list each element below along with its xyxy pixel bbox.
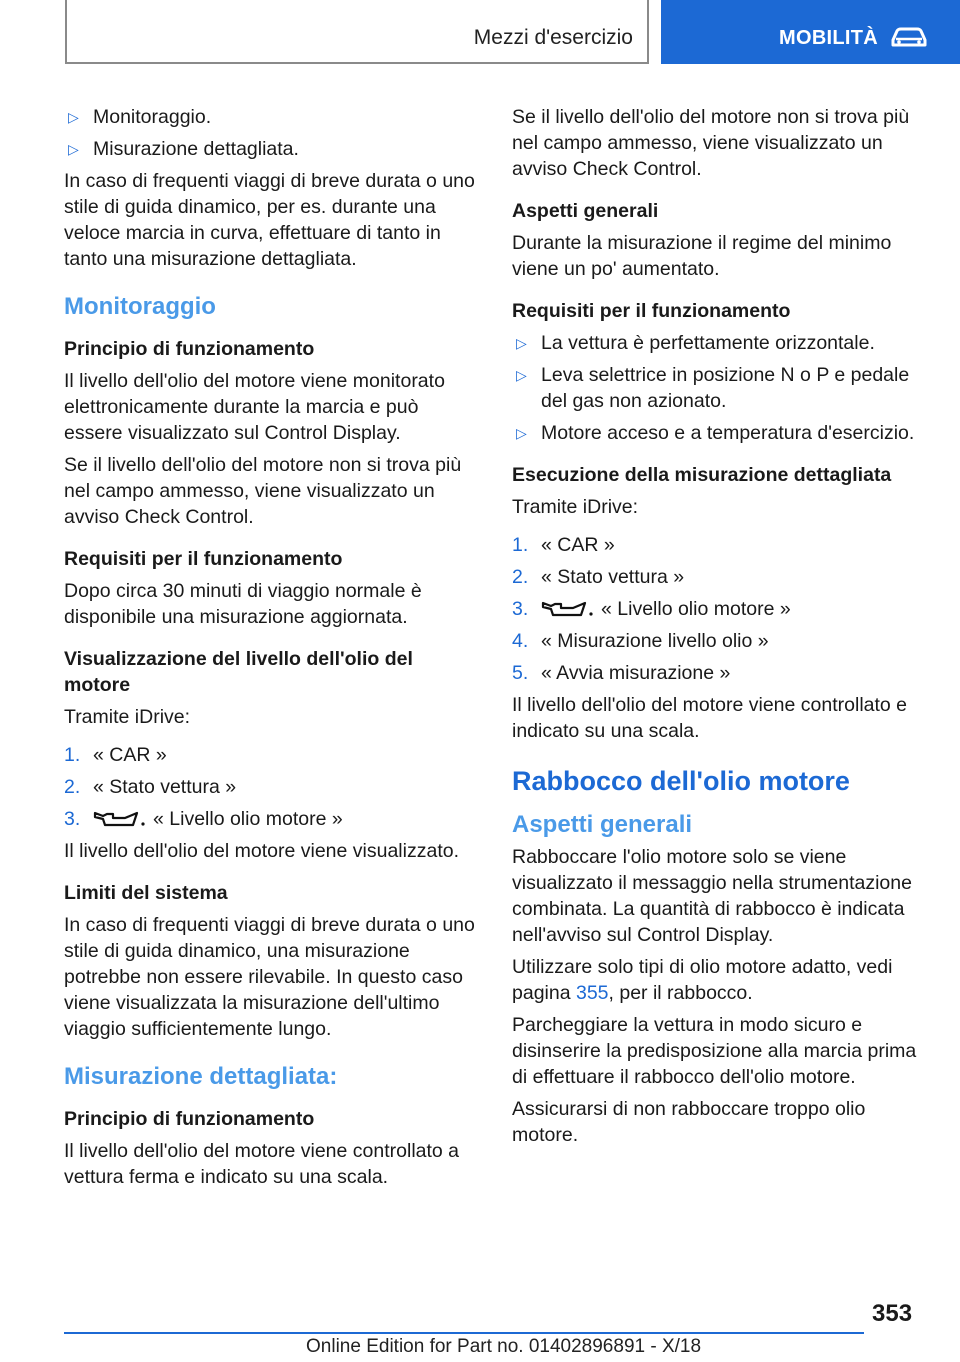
subsection-heading: Limiti del sistema: [64, 882, 228, 904]
section-heading: Misurazione dettagliata:: [64, 1063, 338, 1090]
oil-can-icon: [541, 599, 593, 619]
left-column: [64, 104, 482, 1196]
subsection-heading: Aspetti generali: [512, 200, 659, 222]
footer-divider: [64, 1332, 864, 1334]
triangle-right-icon: ▷: [516, 367, 527, 383]
oil-can-icon: [93, 809, 145, 829]
car-icon: [889, 26, 929, 48]
page-reference-link[interactable]: 355: [575, 982, 609, 1004]
header-chapter-tab[interactable]: [661, 0, 960, 64]
paragraph: Il livello dell'olio del motore viene visualizzato.: [64, 840, 459, 862]
step-item: 3. « Livello olio motore »: [64, 808, 343, 830]
paragraph: Rabboccare l'olio motore solo se viene visualizzato il messaggio nella strumentazione combinata. La quantità di rabbocco è indicata nell'avviso sul Control Display.: [512, 846, 912, 946]
paragraph: Parcheggiare la vettura in modo sicuro e disinserire la predisposizione alla marcia prima di effettuare il rabbocco dell'olio motore.: [512, 1014, 917, 1088]
step-item: 1. « CAR »: [512, 534, 615, 556]
triangle-right-icon: ▷: [68, 109, 79, 125]
triangle-right-icon: ▷: [68, 141, 79, 157]
paragraph: Dopo circa 30 minuti di viaggio normale è disponibile una misurazione aggiornata.: [64, 580, 422, 628]
header-section-box: [65, 0, 649, 64]
paragraph: In caso di frequenti viaggi di breve durata o uno stile di guida dinamico, per es. durante una veloce marcia in curva, effettuare di tanto in tanto una misurazione dettagliata.: [64, 170, 475, 270]
triangle-right-icon: ▷: [516, 335, 527, 351]
paragraph: Il livello dell'olio del motore viene controllato a vettura ferma e indicato su una scala.: [64, 1140, 460, 1188]
paragraph: Durante la misurazione il regime del minimo viene un po' aumentato.: [512, 232, 892, 280]
triangle-right-icon: ▷: [516, 425, 527, 441]
step-item: 1. « CAR »: [64, 744, 167, 766]
page-number: 353: [872, 1300, 913, 1327]
paragraph: Se il livello dell'olio del motore non si trova più nel campo ammesso, viene visualizzato un avviso Check Control.: [64, 454, 462, 528]
step-item: 4. « Misurazione livello olio »: [512, 630, 769, 652]
chapter-heading: Rabbocco dell'olio motore: [512, 766, 850, 796]
header-section-title: Mezzi d'esercizio: [473, 26, 633, 49]
paragraph: Utilizzare solo tipi di olio motore adatto, vedi pagina 355, per il rabbocco.: [512, 956, 893, 1004]
header-chapter-label: MOBILITÀ: [779, 27, 879, 49]
list-item: ▷ Misurazione dettagliata.: [68, 138, 299, 160]
subsection-heading: Esecuzione della misurazione dettagliata: [512, 464, 892, 486]
subsection-heading: Requisiti per il funzionamento: [512, 300, 791, 322]
paragraph: Tramite iDrive:: [512, 496, 639, 518]
list-item: ▷ Leva selettrice in posizione N o P e pedale del gas non azionato.: [516, 364, 910, 412]
section-heading: Aspetti generali: [512, 811, 693, 838]
paragraph: In caso di frequenti viaggi di breve durata o uno stile di guida dinamico, una misurazione potrebbe non essere rilevabile. In questo caso viene visualizzata la misurazione dell'ultimo viaggio sufficientemente lungo.: [64, 914, 475, 1040]
subsection-heading: Visualizzazione del livello dell'olio del motore: [64, 648, 413, 696]
paragraph: Il livello dell'olio del motore viene controllato e indicato su una scala.: [512, 694, 908, 742]
list-item: ▷ Monitoraggio.: [68, 106, 212, 128]
subsection-heading: Principio di funzionamento: [64, 1108, 315, 1130]
paragraph: Il livello dell'olio del motore viene monitorato elettronicamente durante la marcia e può essere visualizzato sul Control Display.: [64, 370, 445, 444]
paragraph: Tramite iDrive:: [64, 706, 191, 728]
footer-edition: Online Edition for Part no. 01402896891 - X/18: [306, 1336, 702, 1357]
step-item: 2. « Stato vettura »: [64, 776, 237, 798]
step-item: 3. « Livello olio motore »: [512, 598, 791, 620]
right-column: [512, 104, 932, 1154]
subsection-heading: Requisiti per il funzionamento: [64, 548, 343, 570]
paragraph: Se il livello dell'olio del motore non si trova più nel campo ammesso, viene visualizzato un avviso Check Control.: [512, 106, 910, 180]
subsection-heading: Principio di funzionamento: [64, 338, 315, 360]
section-heading: Monitoraggio: [64, 293, 216, 320]
step-item: 2. « Stato vettura »: [512, 566, 685, 588]
step-item: 5. « Avvia misurazione »: [512, 662, 731, 684]
list-item: ▷ Motore acceso e a temperatura d'esercizio.: [516, 422, 915, 444]
list-item: ▷ La vettura è perfettamente orizzontale.: [516, 332, 875, 354]
paragraph: Assicurarsi di non rabboccare troppo olio motore.: [512, 1098, 866, 1146]
